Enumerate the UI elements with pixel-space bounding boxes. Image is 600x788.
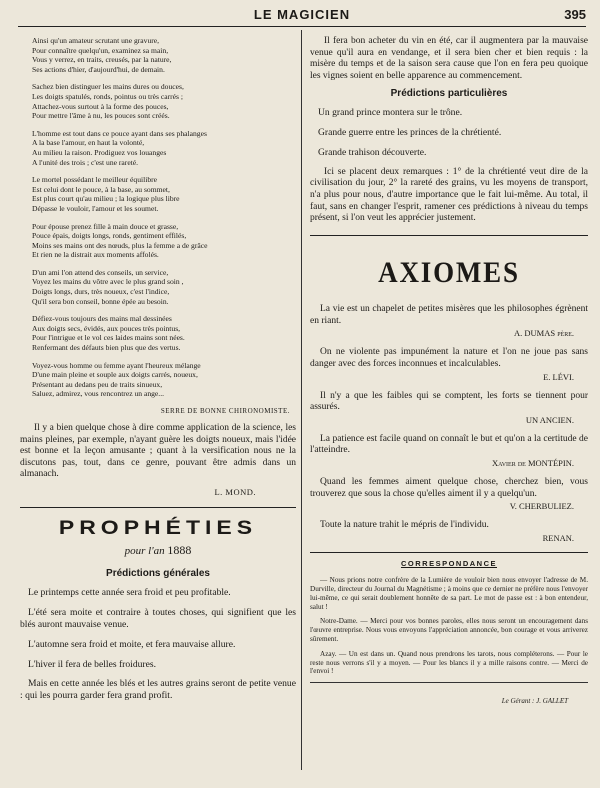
poem-line: D'un ami l'on attend des conseils, un service, — [32, 267, 169, 277]
axiom-text: La vie est un chapelet de petites misères que les philosophes égrènent en riant. — [310, 304, 588, 326]
propheties-title: PROPHÉTIES — [58, 516, 258, 539]
general-prediction: Mais en cette année les blés et les autres grains seront de petite venue : qui les pourra garder fera grand profit. — [20, 678, 296, 702]
general-prediction: L'hiver il fera de belles froidures. — [28, 658, 156, 670]
journal-title: LE MAGICIEN — [253, 7, 351, 22]
page-number: 395 — [564, 7, 586, 22]
poem-line: Pour mettre l'âme à nu, les pouces sont créés. — [32, 111, 170, 121]
poem-stanza — [32, 36, 296, 74]
correspondance-item: Notre-Dame. — Merci pour vos bonnes paroles, elles nous seront un encouragement dans l'œuvre entreprise. Nous vous envoyons l'appréciation annoncée, bon courage et vous arriverez sûrement. — [310, 617, 588, 644]
axiom-author: RENAN. — [542, 532, 574, 543]
axiom-text: Toute la nature trahit le mépris de l'individu. — [320, 520, 489, 531]
poem-line: Pour épouse prenez fille à main douce et grasse, — [32, 221, 179, 231]
poem-line: Aux doigts secs, évidés, aux pouces très pointus, — [32, 323, 181, 333]
subtitle-year: 1888 — [167, 543, 192, 558]
axiom-text: Il n'y a que les faibles qui se comptent, les forts se tiennent pour assurés. — [310, 390, 588, 413]
poem-stanza — [32, 82, 296, 120]
poem-line: Voyez les mains du vôtre avec le plus grand soin , — [32, 277, 184, 287]
correspondance-list — [310, 576, 588, 676]
poem-stanza — [32, 361, 296, 399]
axiom-author: UN ANCIEN. — [525, 414, 574, 425]
poem-line: L'homme est tout dans ce pouce ayant dans ses phalanges — [32, 128, 207, 138]
particular-predictions — [310, 107, 588, 158]
poem-stanza — [32, 268, 296, 306]
poem-stanza — [32, 175, 296, 213]
commentary-paragraph: Il y a bien quelque chose à dire comme application de la science, les mains pleines, par exemple, n'ayant guère les doigts noueux, mais l'idée est bonne et la leçon amusante ; quant à la versification nous ne la discutons pas, tout, dans ce genre, pouvant être admis dans un almanach. — [20, 423, 296, 480]
poem-stanza — [32, 222, 296, 260]
poem-line: Voyez-vous homme ou femme ayant l'heureux mélange — [32, 360, 201, 370]
commentary-signature: L. MOND. — [214, 486, 256, 497]
remark-paragraph: Ici se placent deux remarques : 1° de la chrétienté veut dire de la civilisation du jour, 2° la rareté des grains, vu les moyens de transport, n'a plus pour nous, d'autre importance que le fait lui-même. Au total, il faut, sans en changer l'esprit, ramener ces prédictions à niveau du temps présent, si l'on veut les apprécier justement. — [310, 166, 588, 224]
poem-line: Défiez-vous toujours des mains mal dessinées — [32, 314, 172, 324]
poem-line: Ainsi qu'un amateur scrutant une gravure, — [32, 36, 160, 45]
general-predictions — [20, 587, 296, 702]
poem-line: Qu'il sera bon conseil, bonne épée au besoin. — [32, 296, 169, 306]
poem — [32, 36, 296, 399]
poem-line: Renfermant des défauts bien plus que des vertus. — [32, 343, 181, 353]
axiom-text: On ne violente pas impunément la nature et l'on ne joue pas sans danger avec des forces inconnues et incalculables. — [310, 347, 588, 370]
particular-prediction: Grande guerre entre les princes de la chrétienté. — [318, 127, 502, 139]
correspondance-title: CORRESPONDANCE — [400, 559, 497, 569]
correspondance-item: — Nous prions notre confrère de la Lumière de vouloir bien nous envoyer l'adresse de M. Durville, directeur du Journal du Magnétisme ; à moins que ce dernier ne préfère nous l'envoyer lui-même, ce qui serait doublement honnête de sa part. Le mot de passe est : à bon entendeur, salut ! — [310, 576, 588, 611]
poem-line: Ses actions d'hier, d'aujourd'hui, de demain. — [32, 64, 165, 74]
general-prediction: Le printemps cette année sera froid et peu profitable. — [28, 587, 231, 599]
poem-line: Présentant au dedans peu de traits sinueux, — [32, 379, 163, 389]
poem-line: Le mortel possédant le meilleur équilibre — [32, 175, 158, 185]
footer-divider — [310, 682, 588, 683]
poem-line: Vous y verrez, en traits, creusés, par la nature, — [32, 55, 172, 65]
poem-line: A la base l'amour, en haut la volonté, — [32, 138, 145, 148]
poem-line: Sachez bien distinguer les mains dures ou douces, — [32, 82, 184, 92]
poem-line: Dépasse le vouloir, l'amour et les soumet. — [32, 203, 159, 213]
page-header — [18, 4, 586, 27]
axiom-text: Quand les femmes aiment quelque chose, cherchez bien, vous trouverez que sous la chose qu'elles aiment il y a quelqu'un. — [310, 476, 588, 499]
particular-predictions-heading: Prédictions particulières — [390, 88, 508, 100]
section-divider — [310, 235, 588, 237]
poem-line: Attachez-vous surtout à la forme des pouces, — [32, 101, 169, 111]
particular-prediction: Un grand prince montera sur le trône. — [318, 107, 463, 119]
axiom-text: La patience est facile quand on connaît le but et qu'on a la certitude de l'atteindre. — [310, 433, 588, 456]
left-column — [20, 36, 296, 710]
axiomes-title: AXIOMES — [378, 256, 520, 290]
predictions-continuation: Il fera bon acheter du vin en été, car il augmentera par la mauvaise venue qu'il aura en vendange, et il sera bien cher et bien requis : la misère du temps et de la saison sera cause que l'on en fera peu quoique les vignes soient en belle apparence au commencement. — [310, 36, 588, 81]
poem-line: Et rien ne la distrait aux moments affolés. — [32, 250, 159, 260]
correspondance-item: Azay. — Un est dans un. Quand nous prendrons les tarots, nous compléterons. — Pour le reste nous verrons s'il y a moyen. — Pour les blancs il y a mille raisons contre. — Merci de l'envoi ! — [310, 649, 588, 676]
poem-line: Est plus court qu'au milieu ; la logique plus libre — [32, 194, 180, 204]
axiomes-list — [310, 304, 588, 543]
general-prediction: L'été sera moite et contraire à toutes choses, qui signifient que les blés auront mauvaise venue. — [20, 607, 296, 631]
poem-line: Moins ses mains ont des nœuds, plus la femme a de grâce — [32, 240, 208, 250]
poem-line: Au milieu la raison. Prodiguez vos louanges — [32, 147, 167, 157]
particular-prediction: Grande trahison découverte. — [318, 146, 427, 158]
section-divider — [310, 552, 588, 554]
axiom-author: E. LÉVI. — [543, 371, 574, 382]
poem-line: D'une main pleine et souple aux doigts carrés, noueux, — [32, 370, 198, 380]
axiom-author: A. DUMAS père. — [513, 328, 574, 339]
subtitle-prefix: pour l'an — [124, 545, 165, 558]
gerant-signature: Le Gérant : J. GALLET — [501, 697, 568, 706]
poem-line: A l'unité des trois ; c'est une rareté. — [32, 157, 139, 167]
poem-stanza — [32, 129, 296, 167]
poem-signature: SERRE DE BONNE CHIRONOMISTE. — [160, 407, 290, 415]
general-prediction: L'automne sera froid et moite, et fera mauvaise allure. — [28, 638, 236, 650]
poem-line: Doigts longs, durs, très noueux, c'est l'indice, — [32, 287, 170, 297]
poem-line: Les doigts spatulés, ronds, pointus ou très carrés ; — [32, 91, 184, 101]
poem-stanza — [32, 314, 296, 352]
section-divider — [20, 507, 296, 509]
poem-line: Pour connaître quelqu'un, examinez sa main, — [32, 45, 169, 55]
propheties-subtitle — [20, 543, 296, 558]
column-divider — [301, 30, 302, 770]
poem-line: Saluez, admirez, vous rencontrez un ange... — [32, 389, 164, 399]
axiom-author: V. CHERBULIEZ. — [509, 501, 574, 512]
poem-line: Est celui dont le pouce, à la base, au sommet, — [32, 184, 170, 194]
poem-line: Pour l'intrigue et le vol ces laides mains sont nées. — [32, 333, 185, 343]
right-column — [310, 36, 588, 705]
general-predictions-heading: Prédictions générales — [106, 568, 210, 580]
poem-line: Pouce épais, doigts longs, ronds, gentiment effilés, — [32, 231, 187, 241]
axiom-author: Xavier de MONTÉPIN. — [492, 457, 574, 468]
